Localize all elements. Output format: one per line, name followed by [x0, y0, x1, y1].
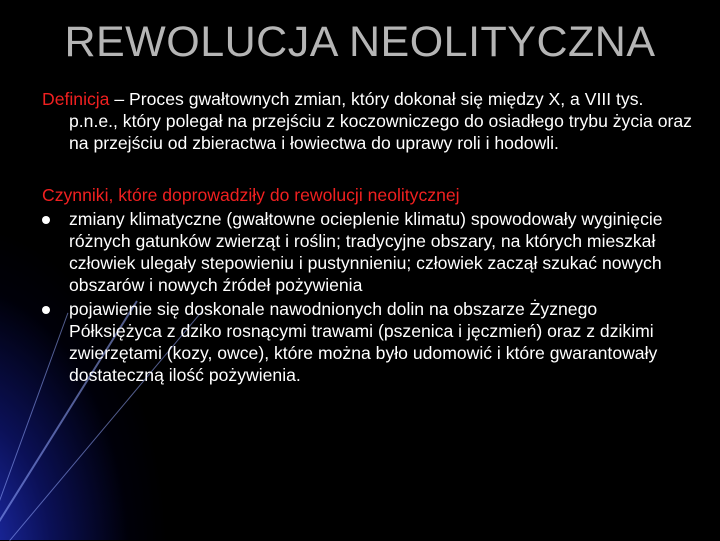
definition-term: Definicja	[42, 89, 110, 109]
list-item	[42, 208, 692, 296]
slide-title: REWOLUCJA NEOLITYCZNA	[64, 18, 656, 66]
bullet-icon	[42, 216, 50, 224]
definition-separator: –	[109, 89, 130, 109]
factors-heading: Czynniki, które doprowadziły do rewolucji neolitycznej	[42, 185, 460, 205]
bullet-icon	[42, 306, 50, 314]
definition-paragraph	[42, 88, 692, 154]
definition-text: Proces gwałtownych zmian, który dokonał się między X, a VIII tys. p.n.e., który polegał na przejściu z koczowniczego do osiadłego trybu życia oraz na przejściu od zbieractwa i łowiectwa do uprawy roli i hodowli.	[69, 89, 692, 153]
factors-list	[42, 208, 692, 386]
factor-text: zmiany klimatyczne (gwałtowne ocieplenie klimatu) spowodowały wyginięcie różnych gatunków zwierząt i roślin; tradycyjne obszary, na których mieszkał człowiek ulegały stepowieniu i pustynnieniu; człowiek zaczął szukać nowych obszarów i nowych źródeł pożywienia	[69, 209, 663, 295]
list-item	[42, 298, 692, 386]
slide-body	[42, 88, 692, 386]
factor-text: pojawienie się doskonale nawodnionych dolin na obszarze Żyznego Półksiężyca z dziko rosnącymi trawami (pszenica i jęczmień) oraz z dzikimi zwierzętami (kozy, owce), które można było udomowić i które gwarantowały dostateczną ilość pożywienia.	[69, 299, 658, 385]
